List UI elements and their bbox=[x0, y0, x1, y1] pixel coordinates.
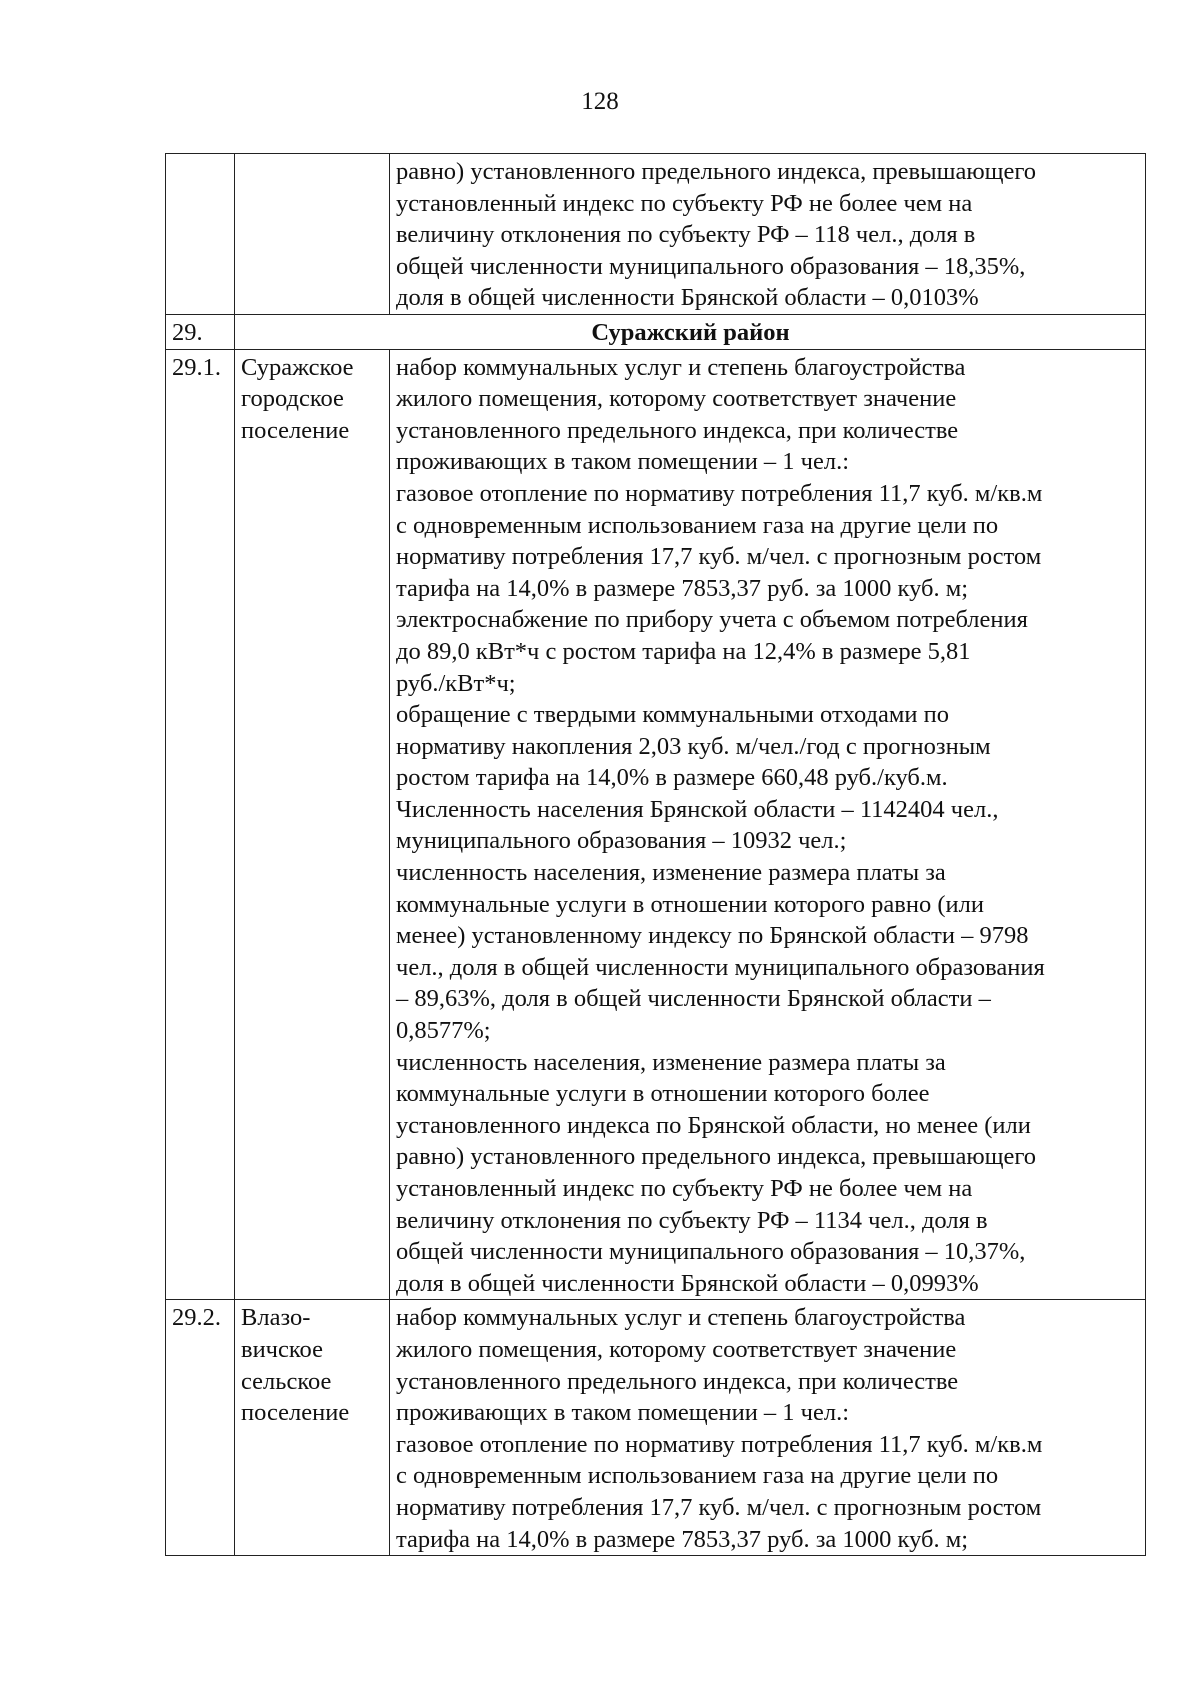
text-line: проживающих в таком помещении – 1 чел.: bbox=[396, 1399, 850, 1427]
district-number: 29. bbox=[166, 314, 235, 349]
settlement-description bbox=[390, 1300, 1146, 1556]
text-line: до 89,0 кВт*ч с ростом тарифа на 12,4% в размере 5,81 bbox=[396, 637, 971, 665]
settlement-name bbox=[235, 349, 390, 1300]
text-line: газовое отопление по нормативу потребления 11,7 куб. м/кв.м bbox=[396, 1430, 1043, 1458]
text-line: нормативу накопления 2,03 куб. м/чел./год с прогнозным bbox=[396, 732, 991, 760]
text-line: 0,8577%; bbox=[396, 1017, 491, 1045]
text-line: установленный индекс по субъекту РФ не более чем на bbox=[396, 189, 973, 217]
name-line: поселение bbox=[241, 1399, 350, 1427]
continuation-text-cell bbox=[390, 154, 1146, 315]
text-line: с одновременным использованием газа на другие цели по bbox=[396, 1462, 999, 1490]
text-line: жилого помещения, которому соответствует значение bbox=[396, 385, 957, 413]
text-line: обращение с твердыми коммунальными отходами по bbox=[396, 701, 949, 729]
text-line: установленный индекс по субъекту РФ не более чем на bbox=[396, 1175, 973, 1202]
continuation-number-cell bbox=[166, 154, 235, 315]
name-line: вичское bbox=[241, 1335, 323, 1363]
text-line: электроснабжение по прибору учета с объемом потребления bbox=[396, 606, 1028, 634]
text-line: численность населения, изменение размера платы за bbox=[396, 859, 946, 887]
settlement-description bbox=[390, 349, 1146, 1300]
text-line: нормативу потребления 17,7 куб. м/чел. с прогнозным ростом bbox=[396, 1493, 1042, 1521]
text-line: доля в общей численности Брянской области – 0,0103% bbox=[396, 284, 979, 312]
text-line: газовое отопление по нормативу потребления 11,7 куб. м/кв.м bbox=[396, 479, 1043, 507]
text-line: установленного индекса по Брянской области, но менее (или bbox=[396, 1111, 1031, 1139]
text-line: с одновременным использованием газа на другие цели по bbox=[396, 511, 999, 539]
text-line: величину отклонения по субъекту РФ – 118 чел., доля в bbox=[396, 221, 976, 249]
text-line: равно) установленного предельного индекса, превышающего bbox=[396, 158, 1037, 185]
text-line: величину отклонения по субъекту РФ – 1134 чел., доля в bbox=[396, 1206, 988, 1234]
name-line: Суражское bbox=[241, 353, 354, 381]
text-line: тарифа на 14,0% в размере 7853,37 руб. за 1000 куб. м; bbox=[396, 1525, 969, 1553]
name-line: Влазо- bbox=[241, 1304, 311, 1332]
text-line: численность населения, изменение размера платы за bbox=[396, 1048, 946, 1076]
text-line: установленного предельного индекса, при количестве bbox=[396, 1367, 959, 1395]
text-line: тарифа на 14,0% в размере 7853,37 руб. за 1000 куб. м; bbox=[396, 574, 969, 602]
text-line: общей численности муниципального образования – 10,37%, bbox=[396, 1238, 1026, 1266]
document-table bbox=[165, 153, 1146, 1556]
page-number: 128 bbox=[581, 88, 619, 115]
text-line: – 89,63%, доля в общей численности Брянской области – bbox=[396, 985, 991, 1013]
text-line: проживающих в таком помещении – 1 чел.: bbox=[396, 448, 850, 476]
text-line: общей численности муниципального образования – 18,35%, bbox=[396, 252, 1026, 280]
text-line: набор коммунальных услуг и степень благоустройства bbox=[396, 353, 966, 381]
text-line: жилого помещения, которому соответствует значение bbox=[396, 1335, 957, 1363]
settlement-row bbox=[166, 1300, 1146, 1556]
text-line: нормативу потребления 17,7 куб. м/чел. с прогнозным ростом bbox=[396, 543, 1042, 571]
text-line: ростом тарифа на 14,0% в размере 660,48 руб./куб.м. bbox=[396, 764, 948, 792]
text-line: муниципального образования – 10932 чел.; bbox=[396, 827, 847, 855]
text-line: набор коммунальных услуг и степень благоустройства bbox=[396, 1304, 966, 1332]
continuation-row bbox=[166, 154, 1146, 315]
text-line: чел., доля в общей численности муниципального образования bbox=[396, 953, 1045, 981]
name-line: поселение bbox=[241, 416, 350, 444]
settlement-number: 29.1. bbox=[166, 349, 235, 1300]
text-line: равно) установленного предельного индекса, превышающего bbox=[396, 1143, 1037, 1171]
text-line: руб./кВт*ч; bbox=[396, 669, 516, 697]
continuation-name-cell bbox=[235, 154, 390, 315]
settlement-row bbox=[166, 349, 1146, 1300]
district-row bbox=[166, 314, 1146, 349]
text-line: Численность населения Брянской области – 1142404 чел., bbox=[396, 795, 999, 823]
settlement-name bbox=[235, 1300, 390, 1556]
district-title: Суражский район bbox=[235, 314, 1146, 349]
text-line: коммунальные услуги в отношении которого равно (или bbox=[396, 890, 984, 918]
text-line: коммунальные услуги в отношении которого более bbox=[396, 1080, 930, 1108]
text-line: установленного предельного индекса, при количестве bbox=[396, 416, 959, 444]
text-line: доля в общей численности Брянской области – 0,0993% bbox=[396, 1269, 979, 1297]
settlement-number: 29.2. bbox=[166, 1300, 235, 1556]
text-line: менее) установленному индексу по Брянской области – 9798 bbox=[396, 922, 1029, 950]
name-line: городское bbox=[241, 385, 344, 413]
name-line: сельское bbox=[241, 1367, 332, 1395]
